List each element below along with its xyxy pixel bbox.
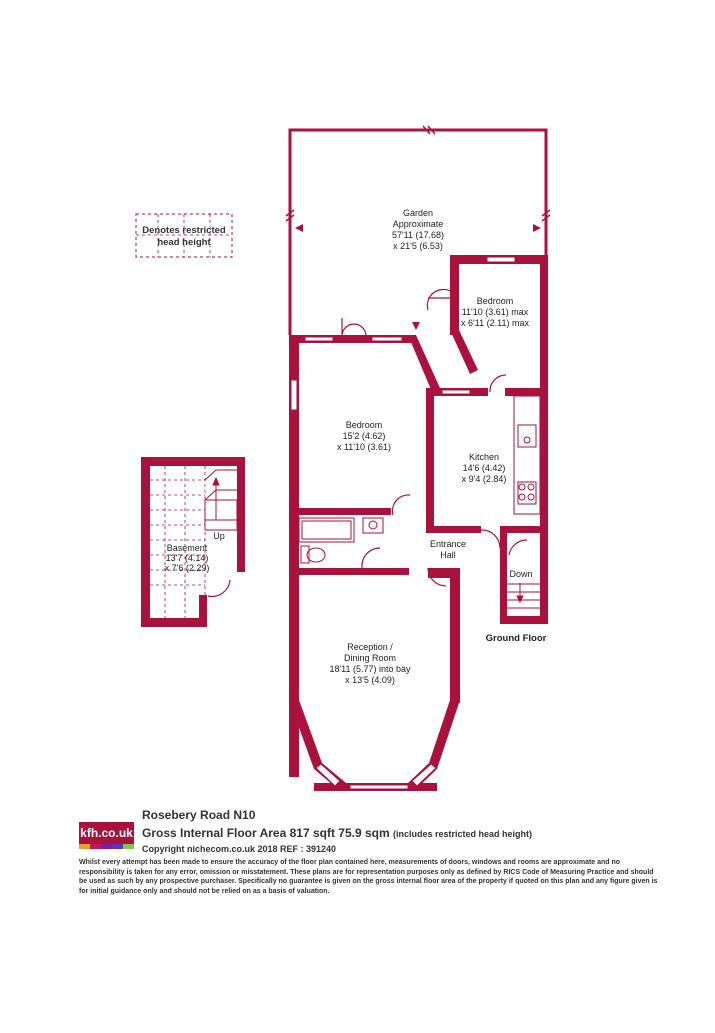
bedroom-main-dim-2: x 11'10 (3.61) xyxy=(336,442,392,452)
floor-area xyxy=(142,826,532,840)
basement-label: Basement xyxy=(166,543,208,553)
stripe-2 xyxy=(90,844,101,849)
reception-label: Reception / xyxy=(347,642,393,652)
basement-stairs xyxy=(205,470,237,530)
kfh-logo: kfh.co.uk xyxy=(79,822,134,844)
disclaimer: Whilst every attempt has been made to ensure the accuracy of the floor plan contained here, measurements of doors, windows and rooms are approximate and no responsibility is taken for any error, omission or misstatement. These plans are for representation purposes only as defined by RICS Code of Measuring Practice and should be used as such by any prospective purchaser. Specifically no guarantee is given on the gross internal floor area of the property if quoted on this plan and any figure given is for initial guidance only and should not be relied on as a basis of valuation. xyxy=(79,859,658,895)
basement-walls xyxy=(141,457,245,627)
garden-dim-1: 57'11 (17.68) xyxy=(391,230,445,240)
kitchen-fixtures xyxy=(514,396,540,514)
kitchen-dim-1: 14'6 (4.42) xyxy=(462,463,506,473)
basement-dim-2: x 7'6 (2.29) xyxy=(164,563,210,573)
basement-dim-1: 13'7 (4.14) xyxy=(165,553,209,563)
stripe-3 xyxy=(101,844,112,849)
legend-line-2: head height xyxy=(157,237,211,248)
logo-stripe xyxy=(79,844,134,849)
up-label: Up xyxy=(213,531,225,541)
bathroom-fixtures xyxy=(299,518,383,563)
legend-line-1: Denotes restricted xyxy=(142,225,226,236)
restricted-height-legend xyxy=(136,214,232,257)
stripe-5 xyxy=(123,844,134,849)
ground-floor-walls xyxy=(289,255,548,791)
kitchen-dim-2: x 9'4 (2.84) xyxy=(461,474,507,484)
dining-room-label: Dining Room xyxy=(343,653,397,663)
stripe-4 xyxy=(112,844,123,849)
bedroom-rear-dim-2: x 6'11 (2.11) max xyxy=(461,318,529,328)
floor-area-value: Gross Internal Floor Area 817 sqft 75.9 sqm xyxy=(142,826,390,840)
down-stairs xyxy=(507,583,540,608)
bedroom-rear-dim-1: 11'10 (3.61) max xyxy=(461,307,529,317)
basement-restricted-area xyxy=(150,466,205,618)
floor-area-note: (includes restricted head height) xyxy=(392,829,533,839)
address: Rosebery Road N10 xyxy=(142,808,256,822)
garden-dim-2: x 21'5 (6.53) xyxy=(393,241,443,251)
floor-label: Ground Floor xyxy=(485,633,547,644)
bedroom-rear-label: Bedroom xyxy=(476,296,514,306)
garden-approx: Approximate xyxy=(392,219,444,229)
reception-dim-2: x 13'5 (4.09) xyxy=(345,675,395,685)
entrance-hall-label: Hall xyxy=(440,550,456,560)
entrance-label: Entrance xyxy=(429,539,467,549)
garden-label: Garden xyxy=(402,208,434,218)
copyright: Copyright nichecom.co.uk 2018 REF : 391240 xyxy=(142,844,337,854)
kitchen-label: Kitchen xyxy=(468,452,500,462)
bedroom-main-label: Bedroom xyxy=(345,420,383,430)
down-label: Down xyxy=(509,569,533,579)
bedroom-main-dim-1: 15'2 (4.62) xyxy=(342,431,386,441)
stripe-1 xyxy=(79,844,90,849)
reception-dim-1: 18'11 (5.77) into bay xyxy=(329,664,411,674)
